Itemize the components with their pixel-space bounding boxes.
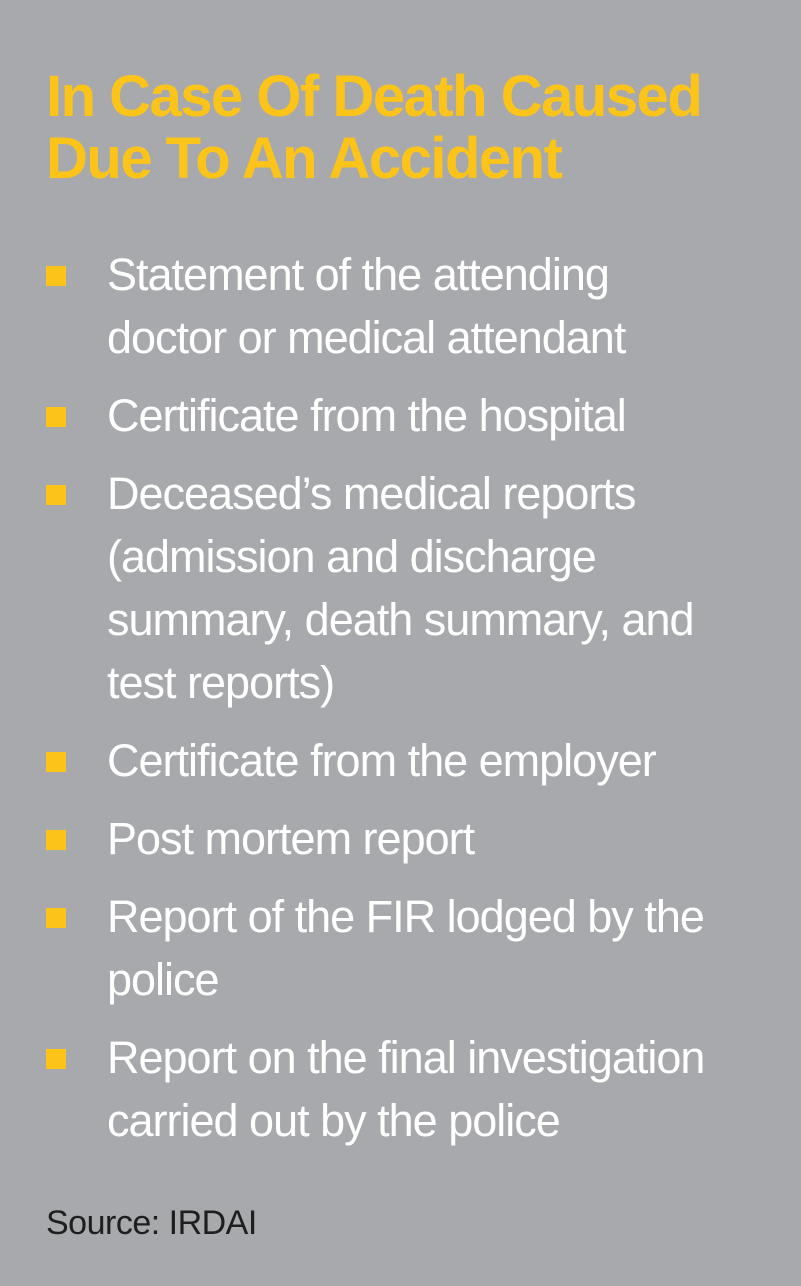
square-bullet-icon bbox=[46, 830, 66, 850]
title-line: Due To An Accident bbox=[46, 126, 562, 191]
title-line: In Case Of Death Caused bbox=[46, 64, 702, 129]
list-item bbox=[46, 462, 776, 714]
list-item-line: (admission and discharge bbox=[107, 531, 596, 582]
square-bullet-icon bbox=[46, 752, 66, 772]
list-item-line: summary, death summary, and bbox=[107, 594, 694, 645]
list-item-line: test reports) bbox=[107, 657, 335, 708]
card-title bbox=[46, 66, 771, 190]
list-item-text bbox=[107, 384, 776, 447]
list-item bbox=[46, 885, 776, 1011]
square-bullet-icon bbox=[46, 1049, 66, 1069]
list-item bbox=[46, 807, 776, 870]
square-bullet-icon bbox=[46, 908, 66, 928]
square-bullet-icon bbox=[46, 266, 66, 286]
list-item bbox=[46, 243, 776, 369]
list-item-line: Deceased’s medical reports bbox=[107, 468, 636, 519]
list-item-line: Statement of the attending bbox=[107, 249, 609, 300]
list-item-text bbox=[107, 729, 776, 792]
list-item-line: carried out by the police bbox=[107, 1095, 560, 1146]
list-item-line: Certificate from the employer bbox=[107, 735, 656, 786]
list-item bbox=[46, 1026, 776, 1152]
source-credit: Source: IRDAI bbox=[46, 1204, 257, 1242]
list-item-text bbox=[107, 1026, 776, 1152]
list-item bbox=[46, 384, 776, 447]
list-item-line: Certificate from the hospital bbox=[107, 390, 626, 441]
list-item-line: Report on the final investigation bbox=[107, 1032, 705, 1083]
square-bullet-icon bbox=[46, 485, 66, 505]
list-item-text bbox=[107, 462, 776, 714]
list-item-text bbox=[107, 807, 776, 870]
list-item-line: Post mortem report bbox=[107, 813, 475, 864]
list-item-text bbox=[107, 885, 776, 1011]
list-item bbox=[46, 729, 776, 792]
list-item-line: doctor or medical attendant bbox=[107, 312, 626, 363]
list-item-text bbox=[107, 243, 776, 369]
list-item-line: Report of the FIR lodged by the bbox=[107, 891, 704, 942]
list-item-line: police bbox=[107, 954, 219, 1005]
document-list bbox=[46, 243, 776, 1167]
square-bullet-icon bbox=[46, 407, 66, 427]
